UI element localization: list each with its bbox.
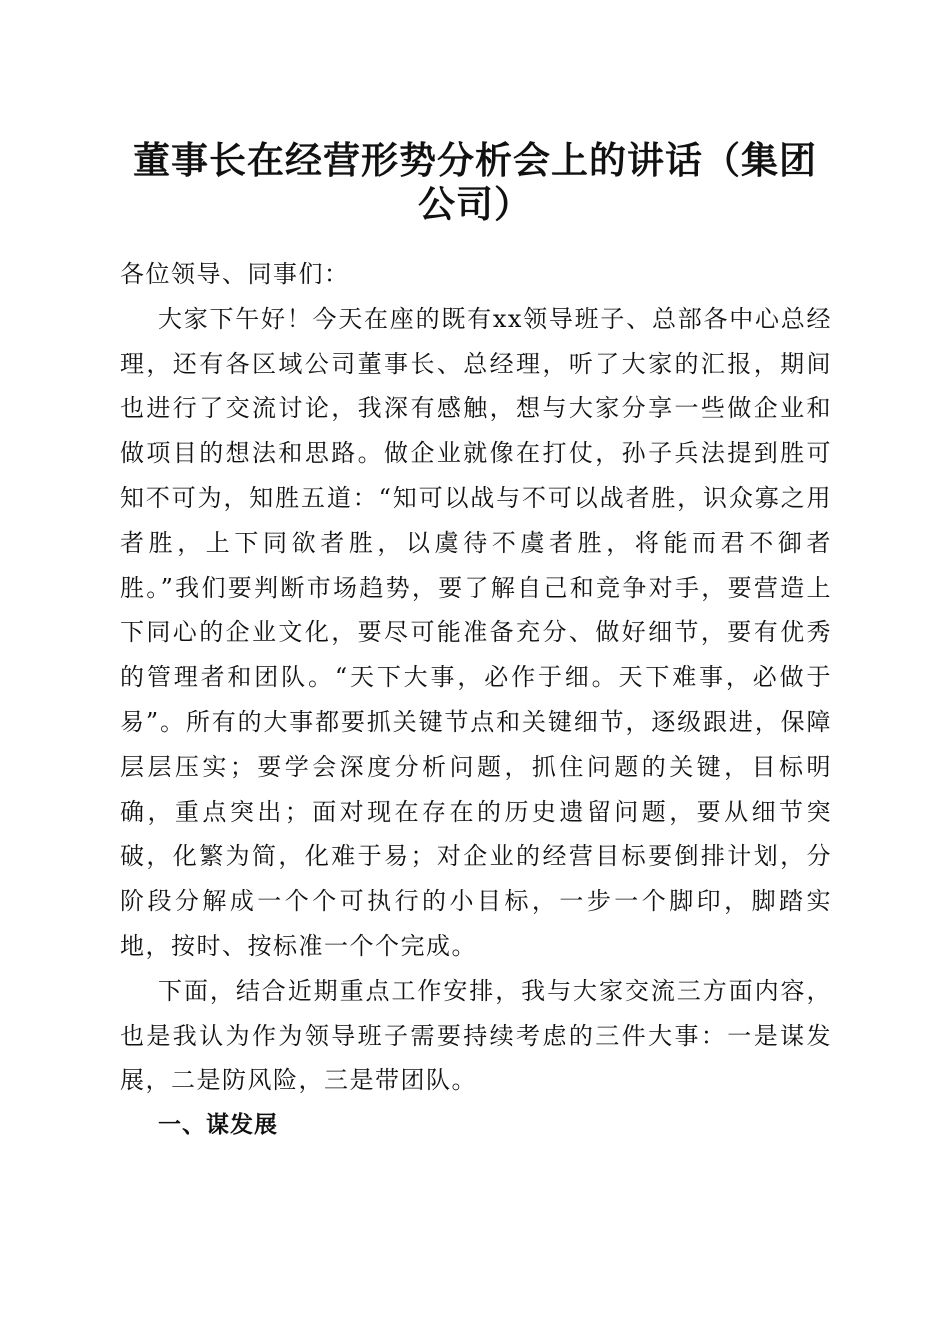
salutation: 各位领导、同事们：	[120, 260, 350, 288]
document-title: 董事长在经营形势分析会上的讲话（集团公司）	[133, 138, 817, 226]
section-heading: 一、谋发展	[158, 1112, 278, 1139]
paragraph-outline: 下面，结合近期重点工作安排，我与大家交流三方面内容，也是我认为作为领导班子需要持续考虑的三件大事：一是谋发展，二是防风险，三是带团队。	[120, 976, 832, 1095]
paragraph-opening: 大家下午好！今天在座的既有xx领导班子、总部各中心总经理，还有各区域公司董事长、总经理，听了大家的汇报，期间也进行了交流讨论，我深有感触，想与大家分享一些做企业和做项目的想法和思路。做企业就像在打仗，孙子兵法提到胜可知不可为，知胜五道：“知可以战与不可以战者胜，识众寡之用者胜，上下同欲者胜，以虞待不虞者胜，将能而君不御者胜。”我们要判断市场趋势，要了解自己和竞争对手，要营造上下同心的企业文化，要尽可能准备充分、做好细节，要有优秀的管理者和团队。“天下大事，必作于细。天下难事，必做于易”。所有的大事都要抓关键节点和关键细节，逐级跟进，保障层层压实；要学会深度分析问题，抓住问题的关键，目标明确，重点突出；面对现在存在的历史遗留问题，要从细节突破，化繁为简，化难于易；对企业的经营目标要倒排计划，分阶段分解成一个个可执行的小目标，一步一个脚印，脚踏实地，按时、按标准一个个完成。	[120, 304, 832, 960]
document-body	[120, 252, 832, 1148]
